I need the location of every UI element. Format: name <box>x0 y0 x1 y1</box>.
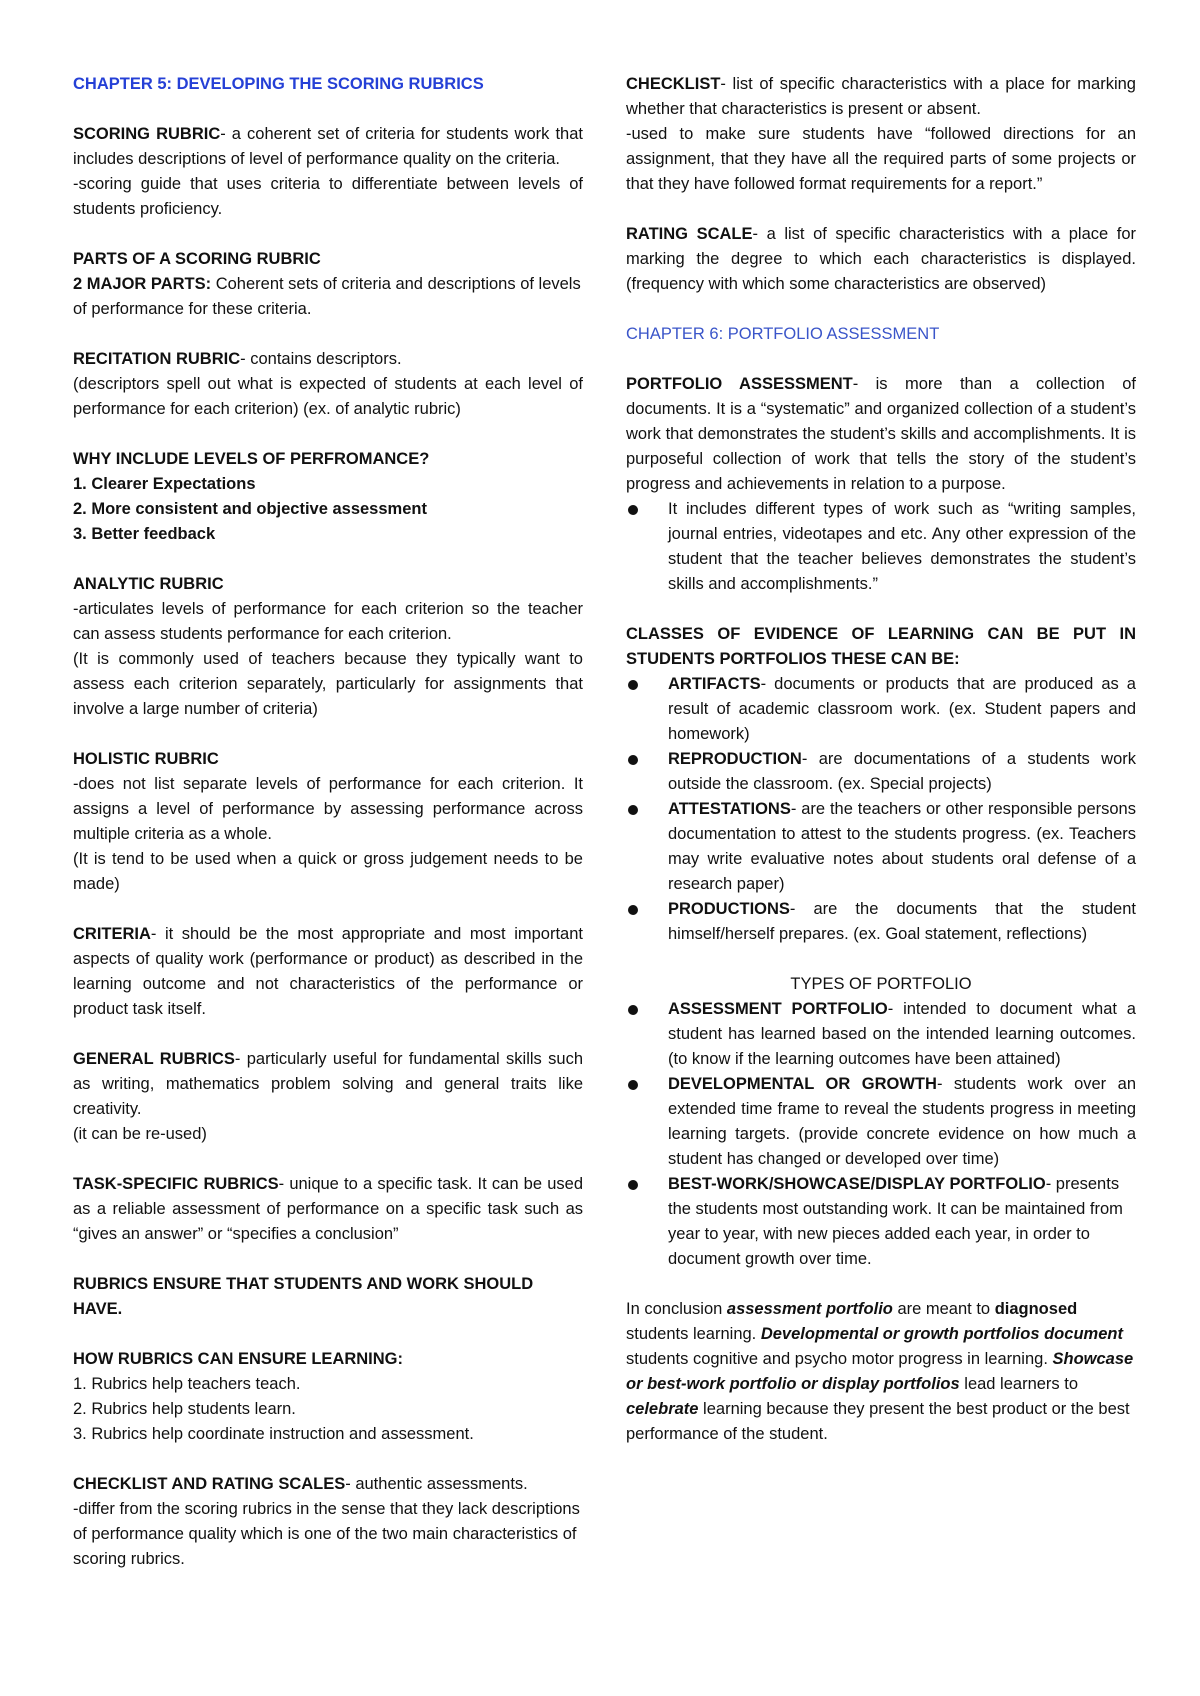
conclusion-emph-4: Showcase or best-work portfolio or display portfolios <box>626 1350 1134 1393</box>
why-heading: WHY INCLUDE LEVELS OF PERFROMANCE? <box>73 450 430 468</box>
recitation-line2: (descriptors spell out what is expected of students at each level of performance for each criterion) (ex. of analytic rubric) <box>73 375 583 418</box>
conclusion-emph-5: celebrate <box>626 1400 699 1418</box>
how-heading: HOW RUBRICS CAN ENSURE LEARNING: <box>73 1350 403 1368</box>
left-column <box>73 72 583 1572</box>
how-item-2: 2. Rubrics help students learn. <box>73 1400 296 1418</box>
reproduction-def: - are documentations of a students work outside the classroom. (ex. Special projects) <box>668 750 1136 793</box>
general-rubrics-def: - particularly useful for fundamental skills such as writing, mathematics problem solving and general traits like creativity. <box>73 1050 583 1118</box>
portfolio-bullets <box>626 497 1136 597</box>
checklist-section <box>626 72 1136 197</box>
bullet-icon <box>628 805 638 815</box>
list-item <box>626 897 1136 947</box>
analytic-section <box>73 572 583 722</box>
task-specific-term: TASK-SPECIFIC RUBRICS <box>73 1175 279 1193</box>
why-section <box>73 447 583 547</box>
best-work-def: - presents the students most outstanding work. It can be maintained from year to year, with new pieces added each year, in order to document growth over time. <box>668 1175 1123 1268</box>
conclusion-text-3: students learning. <box>626 1325 761 1343</box>
criteria-term: CRITERIA <box>73 925 151 943</box>
conclusion-paragraph <box>626 1297 1136 1447</box>
list-item <box>626 1172 1136 1272</box>
checklist-rating-line2: -differ from the scoring rubrics in the sense that they lack descriptions of performance quality which is one of the two main characteristics of scoring rubrics. <box>73 1500 580 1568</box>
bullet-icon <box>628 680 638 690</box>
assessment-portfolio-term: ASSESSMENT PORTFOLIO <box>668 1000 888 1018</box>
types-list <box>626 997 1136 1272</box>
portfolio-section <box>626 372 1136 597</box>
conclusion-emph-3: Developmental or growth portfolios document <box>760 1325 1123 1343</box>
why-item-2: 2. More consistent and objective assessment <box>73 500 427 518</box>
criteria-section <box>73 922 583 1022</box>
bullet-icon <box>628 1080 638 1090</box>
conclusion-emph-2: diagnosed <box>994 1300 1078 1318</box>
parts-section <box>73 247 583 322</box>
classes-list <box>626 672 1136 947</box>
how-section <box>73 1347 583 1447</box>
assessment-portfolio-def: - intended to document what a student has learned based on the intended learning outcomes. (to know if the learning outcomes have been attained) <box>668 1000 1136 1068</box>
classes-heading: CLASSES OF EVIDENCE OF LEARNING CAN BE PUT IN STUDENTS PORTFOLIOS THESE CAN BE: <box>626 625 1136 668</box>
task-specific-section <box>73 1172 583 1247</box>
criteria-def: - it should be the most appropriate and most important aspects of quality work (performance or product) as described in the learning outcome and not characteristics of the performance or product task itself. <box>73 925 583 1018</box>
best-work-term: BEST-WORK/SHOWCASE/DISPLAY PORTFOLIO <box>668 1175 1046 1193</box>
bullet-icon <box>628 755 638 765</box>
how-item-3: 3. Rubrics help coordinate instruction and assessment. <box>73 1425 474 1443</box>
why-item-3: 3. Better feedback <box>73 525 216 543</box>
recitation-def: - contains descriptors. <box>240 350 402 368</box>
types-heading: TYPES OF PORTFOLIO <box>790 975 972 993</box>
ensure-heading: RUBRICS ENSURE THAT STUDENTS AND WORK SHOULD HAVE. <box>73 1275 534 1318</box>
artifacts-def: - documents or products that are produced as a result of academic classroom work. (ex. Student papers and homework) <box>668 675 1136 743</box>
bullet-icon <box>628 905 638 915</box>
bullet-icon <box>628 1005 638 1015</box>
bullet-icon <box>628 1180 638 1190</box>
analytic-line2: (It is commonly used of teachers because they typically want to assess each criterion separately, particularly for assignments that involve a large number of criteria) <box>73 650 583 718</box>
scoring-rubric-term: SCORING RUBRIC <box>73 125 221 143</box>
portfolio-bullet-text: It includes different types of work such as “writing samples, journal entries, videotapes and etc. Any other expression of the student that the teacher believes demonstrates the student’s skills and accomplishments.” <box>668 500 1136 593</box>
productions-term: PRODUCTIONS <box>668 900 790 918</box>
major-parts-term: 2 MAJOR PARTS: <box>73 275 212 293</box>
list-item <box>626 1072 1136 1172</box>
list-item <box>626 797 1136 897</box>
holistic-section <box>73 747 583 897</box>
major-parts-text: Coherent sets of criteria and descriptions of levels of performance for these criteria. <box>73 275 581 318</box>
general-rubrics-line2: (it can be re-used) <box>73 1125 207 1143</box>
portfolio-def: - is more than a collection of documents. It is a “systematic” and organized collection of a student’s work that demonstrates the student’s skills and accomplishments. It is purposeful collection of work that tells the story of the student’s progress and achievements in relation to a purpose. <box>626 375 1136 493</box>
general-rubrics-section <box>73 1047 583 1147</box>
checklist-rating-def: - authentic assessments. <box>345 1475 528 1493</box>
list-item <box>626 997 1136 1072</box>
list-item <box>626 672 1136 747</box>
checklist-line2: -used to make sure students have “followed directions for an assignment, that they have all the required parts of some projects or that they have followed format requirements for a report.” <box>626 125 1136 193</box>
task-specific-def: - unique to a specific task. It can be used as a reliable assessment of performance on a specific task such as “gives an answer” or “specifies a conclusion” <box>73 1175 583 1243</box>
parts-heading: PARTS OF A SCORING RUBRIC <box>73 250 321 268</box>
why-item-1: 1. Clearer Expectations <box>73 475 256 493</box>
artifacts-term: ARTIFACTS <box>668 675 761 693</box>
types-section <box>626 972 1136 1272</box>
conclusion-text-5: lead learners to <box>959 1375 1079 1393</box>
conclusion-text-4: students cognitive and psycho motor progress in learning. <box>626 1350 1053 1368</box>
developmental-term: DEVELOPMENTAL OR GROWTH <box>668 1075 937 1093</box>
list-item <box>626 497 1136 597</box>
developmental-def: - students work over an extended time frame to reveal the students progress in meeting learning targets. (provide concrete evidence on how much a student has changed or developed over time) <box>668 1075 1137 1168</box>
productions-def: - are the documents that the student himself/herself prepares. (ex. Goal statement, reflections) <box>668 900 1136 943</box>
rating-scale-term: RATING SCALE <box>626 225 753 243</box>
classes-section <box>626 622 1136 947</box>
how-item-1: 1. Rubrics help teachers teach. <box>73 1375 301 1393</box>
checklist-def: - list of specific characteristics with a place for marking whether that characteristics is present or absent. <box>626 75 1136 118</box>
chapter-5-title: CHAPTER 5: DEVELOPING THE SCORING RUBRICS <box>73 75 484 93</box>
conclusion-text-1: In conclusion <box>626 1300 727 1318</box>
right-column <box>626 72 1136 1447</box>
holistic-line1: -does not list separate levels of performance for each criterion. It assigns a level of performance by assessing performance across multiple criteria as a whole. <box>73 775 583 843</box>
attestations-def: - are the teachers or other responsible persons documentation to attest to the students progress. (ex. Teachers may write evaluative notes about students oral defense of a research paper) <box>668 800 1136 893</box>
conclusion-text-2: are meant to <box>892 1300 995 1318</box>
portfolio-term: PORTFOLIO ASSESSMENT <box>626 375 853 393</box>
general-rubrics-term: GENERAL RUBRICS <box>73 1050 235 1068</box>
holistic-line2: (It is tend to be used when a quick or gross judgement needs to be made) <box>73 850 583 893</box>
list-item <box>626 747 1136 797</box>
scoring-rubric-def: - a coherent set of criteria for students work that includes descriptions of level of performance quality on the criteria. <box>73 125 583 168</box>
analytic-heading: ANALYTIC RUBRIC <box>73 575 224 593</box>
checklist-rating-section <box>73 1472 583 1572</box>
attestations-term: ATTESTATIONS <box>668 800 791 818</box>
scoring-rubric-section <box>73 122 583 222</box>
bullet-icon <box>628 505 638 515</box>
chapter-6-title: CHAPTER 6: PORTFOLIO ASSESSMENT <box>626 325 940 343</box>
analytic-line1: -articulates levels of performance for each criterion so the teacher can assess students performance for each criterion. <box>73 600 583 643</box>
scoring-rubric-line2: -scoring guide that uses criteria to differentiate between levels of students proficiency. <box>73 175 583 218</box>
conclusion-text-6: learning because they present the best product or the best performance of the student. <box>626 1400 1130 1443</box>
conclusion-emph-1: assessment portfolio <box>726 1300 893 1318</box>
checklist-rating-term: CHECKLIST AND RATING SCALES <box>73 1475 346 1493</box>
holistic-heading: HOLISTIC RUBRIC <box>73 750 219 768</box>
rating-scale-section <box>626 222 1136 297</box>
recitation-section <box>73 347 583 422</box>
recitation-term: RECITATION RUBRIC <box>73 350 241 368</box>
checklist-term: CHECKLIST <box>626 75 721 93</box>
rating-scale-def: - a list of specific characteristics with a place for marking the degree to which each characteristics is displayed. (frequency with which some characteristics are observed) <box>626 225 1137 293</box>
reproduction-term: REPRODUCTION <box>668 750 802 768</box>
